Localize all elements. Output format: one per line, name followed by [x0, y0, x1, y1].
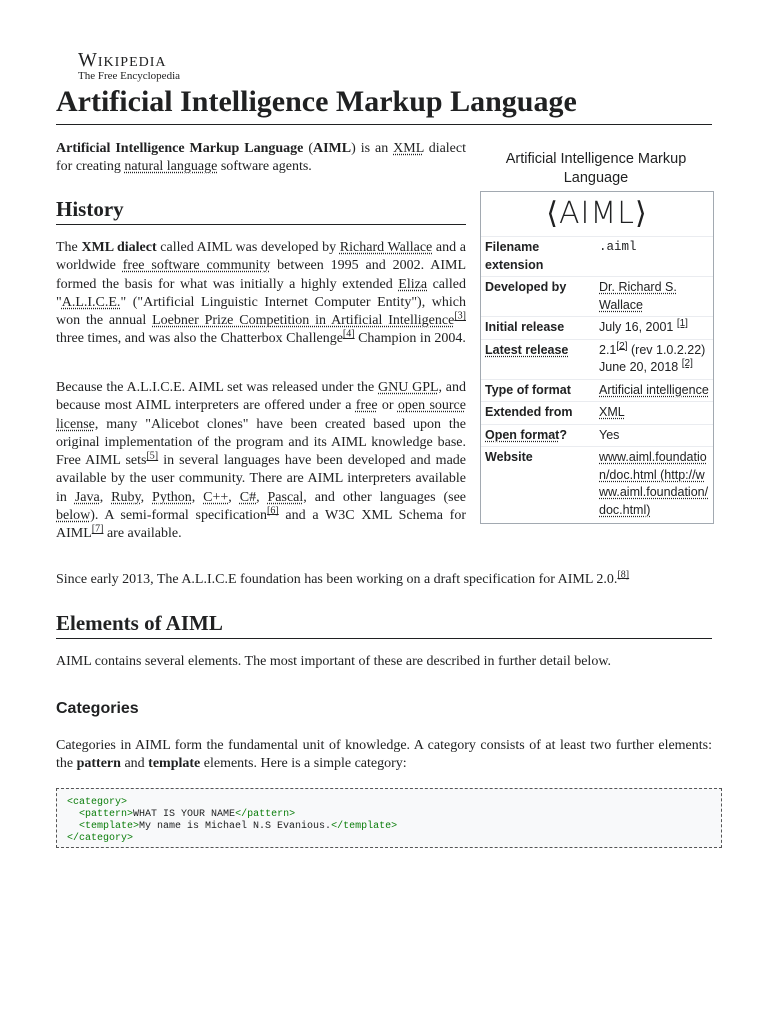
- infobox-label: Filename extension: [485, 240, 544, 272]
- intro-paragraph: Artificial Intelligence Markup Language (AIML) is an XML dialect for creating natural language software agents.: [56, 141, 467, 175]
- cpp-link[interactable]: C++: [203, 489, 229, 505]
- history-heading: History: [56, 197, 124, 221]
- code-line: <category>: [67, 797, 128, 808]
- ref-2b[interactable]: [2]: [681, 357, 693, 369]
- latest-release-link[interactable]: Latest release: [485, 342, 569, 357]
- infobox-row: [481, 236, 713, 276]
- ref-2[interactable]: [2]: [616, 340, 628, 352]
- intro-bold-abbr: AIML: [312, 141, 352, 156]
- history-paragraph-2: Because the A.L.I.C.E. AIML set was released under the GNU GPL, and because most AIML interpreters are offered under a free or open source license, many "Alicebot clones" have been created based upon the original implementation of the program and its AIML knowledge base. Free AIML sets[5] in several languages have been developed and made available by the user community. There are AIML interpreters available in Java, Ruby, Python, C++, C#, Pascal, and other languages (see below). A semi-formal specification[6] and a W3C XML Schema for AIML[7] are available.: [56, 380, 467, 542]
- free-link[interactable]: free: [355, 398, 378, 414]
- code-line: </category>: [67, 833, 134, 844]
- infobox-row: [481, 276, 713, 316]
- code-line: <pattern>WHAT IS YOUR NAME</pattern>: [79, 809, 296, 820]
- infobox-row: [481, 401, 713, 424]
- infobox-value: 2.1[2] (rev 1.0.2.22) June 20, 2018 [2]: [599, 340, 706, 374]
- infobox-value: Yes: [599, 427, 620, 442]
- infobox-label: Website: [485, 450, 533, 464]
- infobox-row: Open format? Yes: [481, 424, 713, 447]
- alice-link[interactable]: A.L.I.C.E.: [61, 294, 121, 310]
- elements-divider: [56, 638, 712, 639]
- wordmark-title: Wikipedia: [78, 49, 167, 71]
- infobox-row: [481, 446, 713, 523]
- history-paragraph-1: The XML dialect called AIML was developed by Richard Wallace and a worldwide free software community between 1995 and 2002. AIML formed the basis for what was initially a highly extended Eliza called "A.L.I.C.E." ("Artificial Linguistic Internet Computer Entity"), which won the annual Loebner Prize Competition in Artificial Intelligence[3] three times, and was also the Chatterbox Challenge[4] Champion in 2004.: [56, 240, 467, 347]
- free-software-community-link[interactable]: free software community: [122, 258, 271, 274]
- ref-7[interactable]: [7]: [91, 523, 104, 535]
- richard-wallace-link[interactable]: Richard Wallace: [339, 240, 433, 255]
- ref-5[interactable]: [5]: [146, 450, 159, 462]
- eliza-link[interactable]: Eliza: [398, 276, 428, 292]
- categories-heading: Categories: [56, 700, 139, 717]
- infobox-title: Artificial Intelligence Markup Language: [505, 151, 687, 186]
- ruby-link[interactable]: Ruby: [111, 489, 141, 505]
- wikipedia-wordmark[interactable]: [78, 50, 180, 82]
- history-paragraph-3: Since early 2013, The A.L.I.C.E foundation has been working on a draft specification for AIML 2.0.[8]: [56, 569, 630, 587]
- infobox-label: Developed by: [485, 280, 567, 294]
- aiml-logo-text: ⟨AIML⟩: [546, 196, 648, 231]
- gnu-gpl-link[interactable]: GNU GPL: [378, 380, 439, 395]
- below-link[interactable]: below: [56, 508, 91, 524]
- python-link[interactable]: Python: [152, 489, 192, 505]
- history-divider: [56, 224, 466, 225]
- infobox-label: Initial release: [485, 320, 565, 334]
- xml-link[interactable]: XML: [393, 141, 424, 156]
- wordmark-subtitle: The Free Encyclopedia: [78, 70, 181, 82]
- intro-bold-term: Artificial Intelligence Markup Language: [56, 141, 304, 156]
- infobox: [480, 191, 714, 524]
- open-format-link[interactable]: Open format: [485, 427, 560, 442]
- aiml-logo: [481, 192, 713, 236]
- elements-heading: Elements of AIML: [56, 611, 223, 635]
- ref-6[interactable]: [6]: [267, 505, 279, 517]
- code-line: <template>My name is Michael N.S Evanious.</template>: [79, 821, 398, 832]
- loebner-prize-link[interactable]: Loebner Prize Competition in Artificial Intelligence: [152, 313, 455, 329]
- open-source-license-link[interactable]: open source license: [56, 398, 466, 432]
- infobox-value: July 16, 2001 [1]: [599, 317, 688, 334]
- ref-8[interactable]: [8]: [617, 569, 630, 581]
- infobox-value: .aiml: [599, 240, 637, 254]
- ref-4[interactable]: [4]: [342, 328, 355, 340]
- elements-paragraph: AIML contains several elements. The most important of these are described in further detail below.: [56, 654, 612, 669]
- natural-language-link[interactable]: natural language: [124, 159, 218, 175]
- website-link[interactable]: www.aiml.foundation/doc.html (http://www.aiml.foundation/doc.html): [599, 450, 709, 517]
- extended-from-xml-link[interactable]: XML: [599, 405, 625, 419]
- ref-1[interactable]: [1]: [676, 317, 688, 329]
- csharp-link[interactable]: C#: [239, 489, 257, 505]
- infobox-label: Extended from: [485, 405, 573, 419]
- page-title: Artificial Intelligence Markup Language: [56, 85, 577, 118]
- code-block: [56, 788, 722, 848]
- developer-link[interactable]: Dr. Richard S. Wallace: [599, 280, 677, 312]
- infobox-row: [481, 379, 713, 402]
- infobox-row: [481, 316, 713, 339]
- ref-3[interactable]: [3]: [454, 310, 466, 322]
- title-divider: [56, 124, 712, 125]
- java-link[interactable]: Java: [74, 489, 100, 505]
- pascal-link[interactable]: Pascal: [267, 489, 304, 505]
- categories-paragraph: Categories in AIML form the fundamental unit of knowledge. A category consists of at least two further elements: the pattern and template elements. Here is a simple category:: [56, 738, 712, 772]
- infobox-label: Type of format: [485, 382, 571, 397]
- artificial-intelligence-link[interactable]: Artificial intelligence: [599, 382, 709, 397]
- infobox-row: [481, 339, 713, 379]
